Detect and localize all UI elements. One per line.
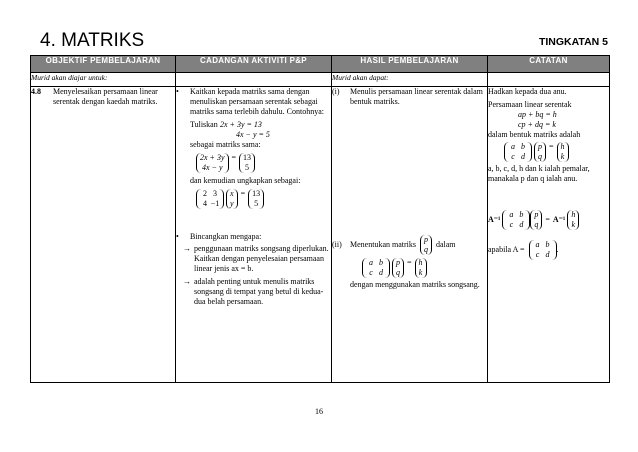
activities-cell: • Kaitkan kepada matriks sama dengan menuliskan persamaan serentak sebagai matriks sama terlebih dahulu. Contohnya: Tuliskan 2x + 3y = 13 4x − y = 5 sebagai matriks sama: 2x + 3y 4x − y = 13 5 dan kemudian ungkapkan sebagai: 2 3 4 −1 x y = 13 5 • Bincangkan mengapa: → penggunaan matriks songsang diperlukan. Kaitkan dengan penyelesaian persamaan linear jenis ax = b. → adalah penting untuk menulis matriks songsang di tempat yang betul di kedua-dua belah persamaan.	[176, 87, 332, 383]
outcome-ii-text: Menentukan matriks	[350, 240, 416, 249]
variable-vector: x y	[226, 189, 238, 209]
matrix-A: a b c d	[362, 258, 390, 278]
coefficient-matrix: 2 3 4 −1	[196, 189, 224, 209]
rhs-matrix: 13 5	[239, 153, 255, 173]
outcomes-cell: (i) Menulis persamaan linear serentak dalam bentuk matriks. (ii) Menentukan matriks p q dalam a b c d p q = h k dengan menggunakan matriks songsang.	[332, 87, 488, 383]
notes-matrix-A-inv: a b c d	[502, 210, 530, 230]
activity-discuss: Bincangkan mengapa:	[190, 232, 262, 241]
then-label: dan kemudian ungkapkan sebagai:	[190, 176, 301, 185]
activity-point-1: penggunaan matriks songsang diperlukan. Kaitkan dengan penyelesaian persamaan linear jenis ax = b.	[194, 244, 329, 273]
outcome-ii-after: dengan menggunakan matriks songsang.	[350, 280, 480, 289]
activity-intro: Kaitkan kepada matriks sama dengan menuliskan persamaan serentak sebagai matriks sama terlebih dahulu. Contohnya:	[190, 87, 324, 116]
outcome-i-label: (i)	[332, 87, 340, 96]
notes-vector-pq-2: p q	[530, 210, 542, 230]
equation-2: 4x − y = 5	[236, 130, 270, 139]
notes-vector-hk: h k	[557, 142, 569, 162]
vector-hk: h k	[415, 258, 427, 278]
objective-number: 4.8	[31, 87, 41, 96]
bullet-icon: •	[176, 87, 179, 96]
col-objective: OBJEKTIF PEMBELAJARAN	[31, 56, 176, 73]
bullet-icon: •	[176, 232, 179, 241]
activities-sub	[176, 73, 332, 87]
syllabus-table	[30, 55, 610, 383]
objective-text: Menyelesaikan persamaan linear serentak dengan kaedah matriks.	[53, 87, 158, 106]
notes-eq1: ap + bq = h	[518, 110, 557, 119]
page-title: 4. MATRIKS	[40, 30, 145, 51]
notes-matrix-A-def: a b c d	[529, 240, 557, 260]
header-row	[31, 56, 610, 73]
form-level: TINGKATAN 5	[538, 36, 608, 48]
objective-sub: Murid akan diajar untuk:	[31, 73, 176, 87]
col-activities: CADANGAN AKTIVITI P&P	[176, 56, 332, 73]
content-row	[31, 87, 610, 383]
notes-cell: Hadkan kepada dua anu. Persamaan linear serentak ap + bq = h cp + dq = k dalam bentuk matriks adalah a b c d p q = h k a, b, c, d, h dan k ialah pemalar, manakala p dan q ialah anu. A⁻¹ a b c d p q = A⁻¹ h k apabila A = a b c d .	[488, 87, 610, 383]
arrow-icon: →	[183, 277, 191, 286]
constant-vector: 13 5	[248, 189, 264, 209]
outcome-ii-label: (ii)	[332, 240, 342, 249]
outcome-i-text: Menulis persamaan linear serentak dalam bentuk matriks.	[350, 87, 483, 106]
notes-matrix-form: dalam bentuk matriks adalah	[488, 130, 581, 139]
write-label: Tuliskan	[190, 120, 218, 129]
notes-ainv-2: A⁻¹	[552, 215, 566, 224]
notes-vector-hk-2: h k	[567, 210, 579, 230]
notes-where: apabila A =	[488, 245, 525, 254]
objective-cell	[31, 87, 176, 383]
outcome-ii-dalam: dalam	[435, 240, 456, 249]
col-notes: CATATAN	[488, 56, 610, 73]
as-equal-label: sebagai matriks sama:	[190, 140, 261, 149]
notes-system-label: Persamaan linear serentak	[488, 100, 572, 109]
arrow-icon: →	[183, 244, 191, 253]
notes-sub	[488, 73, 610, 87]
notes-ainv-1: A⁻¹	[488, 215, 501, 224]
outcome-sub: Murid akan dapat:	[332, 73, 488, 87]
col-outcomes: HASIL PEMBELAJARAN	[332, 56, 488, 73]
activity-point-2: adalah penting untuk menulis matriks songsang di tempat yang betul di kedua-dua belah persamaan.	[194, 277, 324, 306]
subheader-row	[31, 73, 610, 87]
notes-limit: Hadkan kepada dua anu.	[488, 87, 567, 96]
notes-constants: a, b, c, d, h dan k ialah pemalar, manakala p dan q ialah anu.	[488, 164, 590, 183]
notes-matrix-A: a b c d	[504, 142, 532, 162]
unknown-vector: p q	[420, 235, 432, 255]
lhs-matrix: 2x + 3y 4x − y	[196, 153, 229, 173]
notes-eq2: cp + dq = k	[518, 120, 556, 129]
page-number: 16	[315, 407, 323, 416]
notes-vector-pq: p q	[534, 142, 546, 162]
equation-1: 2x + 3y = 13	[220, 120, 262, 129]
vector-pq: p q	[392, 258, 404, 278]
